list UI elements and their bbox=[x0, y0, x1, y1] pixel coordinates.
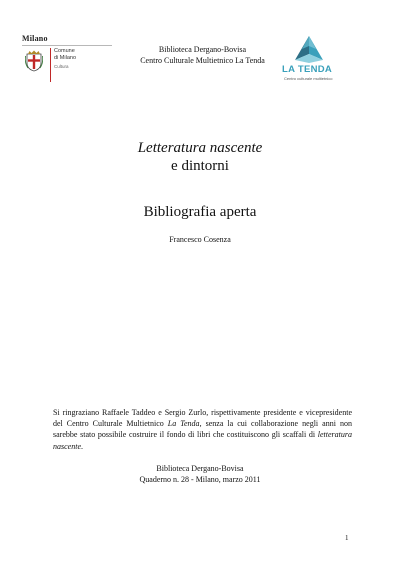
acknowledgement-text-3: . bbox=[81, 441, 83, 451]
la-tenda-logo bbox=[278, 34, 358, 84]
page-number: 1 bbox=[345, 534, 349, 542]
author-name: Francesco Cosenza bbox=[169, 235, 231, 244]
milano-logo-rule bbox=[22, 45, 112, 46]
document-subtitle: Bibliografia aperta bbox=[143, 204, 257, 220]
milano-logo-divider bbox=[50, 48, 51, 82]
la-tenda-logo-subtitle: Centro culturale multietnico bbox=[284, 76, 333, 81]
publication-library: Biblioteca Dergano-Bovisa bbox=[156, 464, 244, 473]
milano-logo-title: Milano bbox=[22, 34, 48, 43]
milano-logo-line1: Comune bbox=[54, 48, 75, 54]
tent-icon bbox=[289, 34, 329, 64]
acknowledgement-emphasis-2: letteratura nascente bbox=[53, 430, 352, 451]
document-title: Letteratura nascente bbox=[137, 140, 263, 156]
acknowledgement-emphasis-1: La Tenda bbox=[167, 419, 200, 429]
la-tenda-logo-name: LA TENDA bbox=[282, 64, 333, 75]
document-title-continued: e dintorni bbox=[171, 158, 229, 174]
acknowledgement-text-1: Si ringraziano Raffaele Taddeo e Sergio Zurlo, rispettivamente presidente e vicepresidente del Centro Culturale Multietnico bbox=[53, 408, 352, 429]
comune-di-milano-logo bbox=[22, 34, 114, 84]
milano-coat-of-arms-icon bbox=[25, 50, 43, 72]
milano-logo-line3: Cultura bbox=[54, 64, 69, 69]
acknowledgement-paragraph bbox=[53, 407, 352, 452]
publication-issue-date: Quaderno n. 28 - Milano, marzo 2011 bbox=[139, 475, 261, 484]
header-center-name: Centro Culturale Multietnico La Tenda bbox=[140, 56, 265, 65]
header-library-name: Biblioteca Dergano-Bovisa bbox=[158, 45, 247, 54]
header-institutions bbox=[120, 44, 285, 66]
publication-info bbox=[0, 463, 400, 485]
milano-logo-line2: di Milano bbox=[54, 55, 77, 61]
acknowledgement-text-2: , senza la cui collaborazione negli anni non sarebbe stato possibile costruire il fondo di libri che costituiscono gli scaffali di bbox=[53, 419, 352, 440]
